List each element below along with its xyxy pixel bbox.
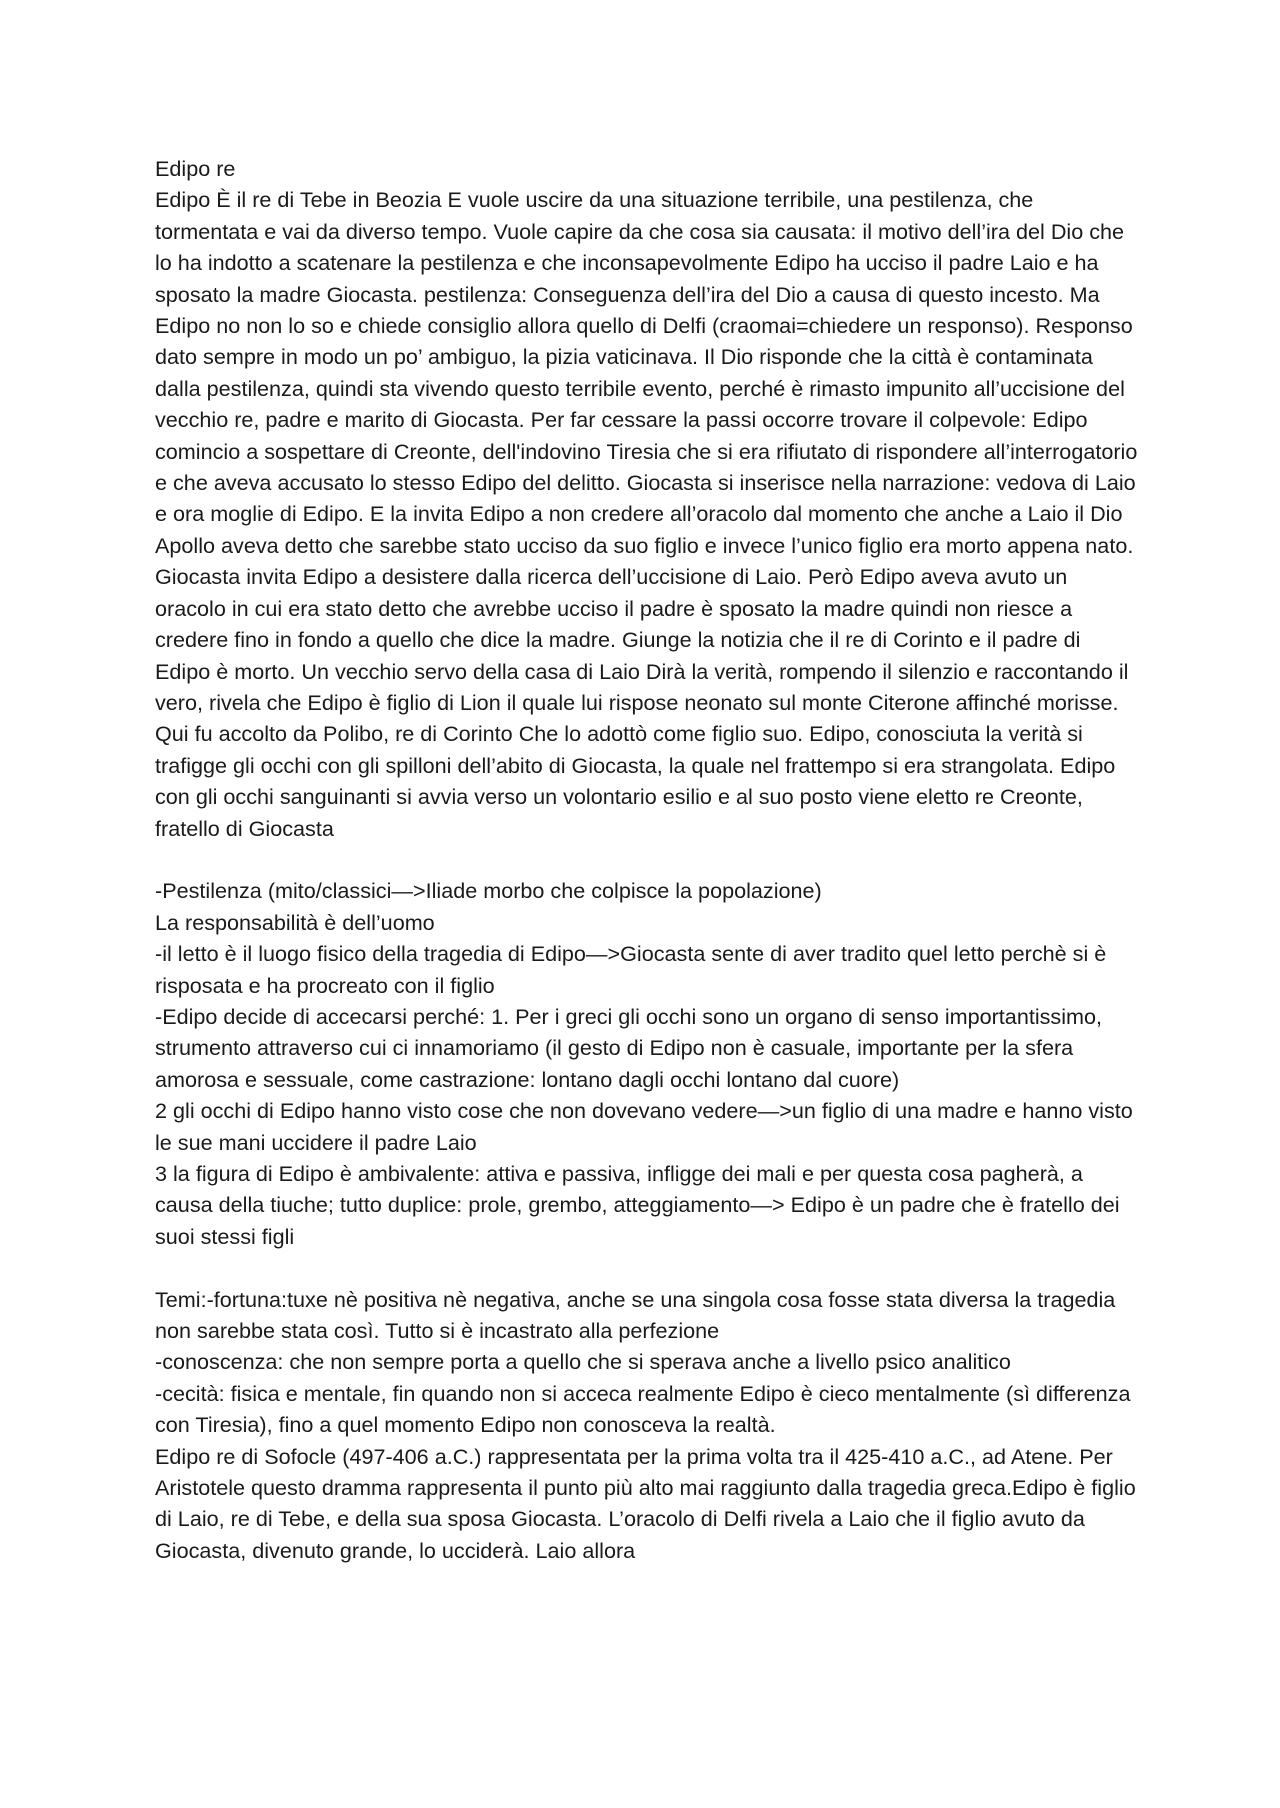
paragraph-ambivalente: 3 la figura di Edipo è ambivalente: attiva e passiva, infligge dei mali e per questa cosa pagherà, a causa della tiuche; tutto duplice: prole, grembo, atteggiamento—> Edipo è un padre che è fratello dei suoi stessi figli <box>155 1160 1120 1249</box>
paragraph-accecarsi: -Edipo decide di accecarsi perché: 1. Per i greci gli occhi sono un organo di senso importantissimo, strumento attraverso cui ci innamoriamo (il gesto di Edipo non è casuale, importante per la sfera amorosa e sessuale, come castrazione: lontano dagli occhi lontano dal cuore) <box>155 1003 1103 1092</box>
paragraph-pestilenza: -Pestilenza (mito/classici—>Iliade morbo che colpisce la popolazione) <box>155 878 822 904</box>
paragraph-conoscenza: -conoscenza: che non sempre porta a quello che si sperava anche a livello psico analitico <box>155 1349 1011 1375</box>
paragraph-responsabilita: La responsabilità è dell’uomo <box>155 909 435 935</box>
document-title: Edipo re <box>155 156 236 181</box>
blank-line <box>155 844 1140 875</box>
paragraph-occhi: 2 gli occhi di Edipo hanno visto cose che non dovevano vedere—>un figlio di una madre e hanno visto le sue mani uccidere il padre Laio <box>155 1098 1133 1155</box>
paragraph-plot-summary: Edipo È il re di Tebe in Beozia E vuole uscire da una situazione terribile, una pestilenza, che tormentata e vai da diverso tempo. Vuole capire da che cosa sia causata: il motivo dell’ira del Dio che lo ha indotto a scatenare la pestilenza e che inconsapevolmente Edipo ha ucciso il padre Laio e ha sposato la madre Giocasta. pestilenza: Conseguenza dell’ira del Dio a causa di questo incesto. Ma Edipo no non lo so e chiede consiglio allora quello di Delfi (craomai=chiedere un responso). Responso dato sempre in modo un po’ ambiguo, la pizia vaticinava. Il Dio risponde che la città è contaminata dalla pestilenza, quindi sta vivendo questo terribile evento, perché è rimasto impunito all’uccisione del vecchio re, padre e marito di Giocasta. Per far cessare la passi occorre trovare il colpevole: Edipo comincio a sospettare di Creonte, dell'indovino Tiresia che si era rifiutato di rispondere all’interrogatorio e che aveva accusato lo stesso Edipo del delitto. Giocasta si inserisce nella narrazione: vedova di Laio e ora moglie di Edipo. E la invita Edipo a non credere all’oracolo dal momento che anche a Laio il Dio Apollo aveva detto che sarebbe stato ucciso da suo figlio e invece l’unico figlio era morto appena nato. Giocasta invita Edipo a desistere dalla ricerca dell’uccisione di Laio. Però Edipo aveva avuto un oracolo in cui era stato detto che avrebbe ucciso il padre è sposato la madre quindi non riesce a credere fino in fondo a quello che dice la madre. Giunge la notizia che il re di Corinto e il padre di Edipo è morto. Un vecchio servo della casa di Laio Dirà la verità, rompendo il silenzio e raccontando il vero, rivela che Edipo è figlio di Lion il quale lui rispose neonato sul monte Citerone affinché morisse. Qui fu accolto da Polibo, re di Corinto Che lo adottò come figlio suo. Edipo, conosciuta la verità si trafigge gli occhi con gli spilloni dell’abito di Giocasta, la quale nel frattempo si era strangolata. Edipo con gli occhi sanguinanti si avvia verso un volontario esilio e al suo posto viene eletto re Creonte, fratello di Giocasta <box>155 187 1138 841</box>
paragraph-temi-fortuna: Temi:-fortuna:tuxe nè positiva nè negativa, anche se una singola cosa fosse stata diversa la tragedia non sarebbe stata così. Tutto si è incastrato alla perfezione <box>155 1286 1116 1343</box>
document-body <box>155 153 1140 1566</box>
paragraph-sofocle: Edipo re di Sofocle (497-406 a.C.) rappresentata per la prima volta tra il 425-410 a.C., ad Atene. Per Aristotele questo dramma rappresenta il punto più alto mai raggiunto dalla tragedia greca.Edipo è figlio di Laio, re di Tebe, e della sua sposa Giocasta. L’oracolo di Delfi rivela a Laio che il figlio avuto da Giocasta, divenuto grande, lo ucciderà. Laio allora <box>155 1443 1136 1563</box>
paragraph-letto: -il letto è il luogo fisico della tragedia di Edipo—>Giocasta sente di aver tradito quel letto perchè si è risposata e ha procreato con il figlio <box>155 941 1107 998</box>
blank-line <box>155 1252 1140 1283</box>
paragraph-cecita: -cecità: fisica e mentale, fin quando non si acceca realmente Edipo è cieco mentalmente (sì differenza con Tiresia), fino a quel momento Edipo non conosceva la realtà. <box>155 1380 1131 1438</box>
